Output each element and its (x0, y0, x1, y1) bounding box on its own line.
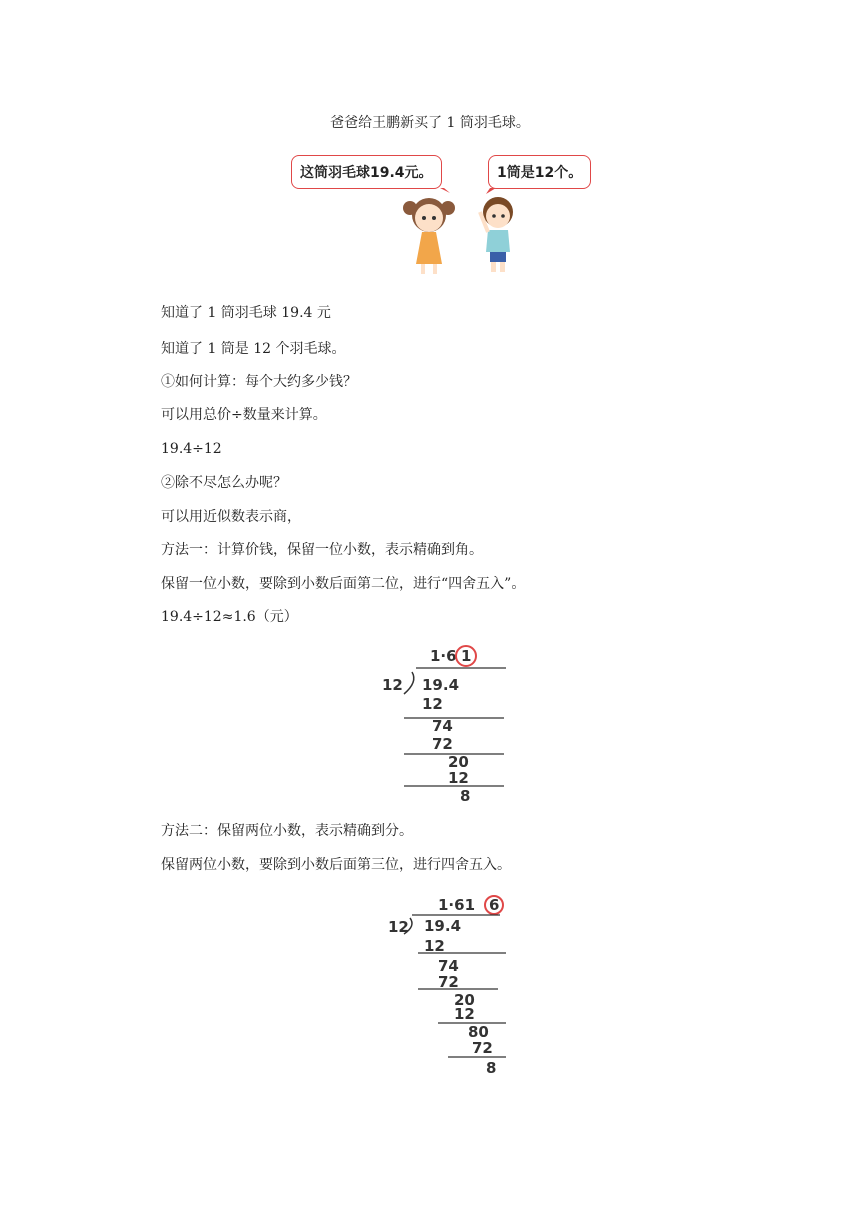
division1-step-4: 20 (448, 753, 469, 771)
division1-step-5: 12 (448, 769, 469, 787)
division1-quotient: 1·6 (430, 647, 457, 665)
text-line-4: 可以用总价÷数量来计算。 (161, 407, 327, 423)
girl-speech-text: 这筒羽毛球19.4元。 (300, 165, 433, 181)
children-illustration (390, 188, 540, 280)
text-line-9: 保留一位小数，要除到小数后面第二位，进行“四舍五入”。 (161, 576, 526, 592)
division2-step-2: 74 (438, 957, 459, 975)
boy-speech-bubble (488, 155, 591, 189)
division2-circled-digit: 6 (489, 896, 500, 914)
text-line-7: 可以用近似数表示商， (161, 509, 301, 525)
text-line-8: 方法一：计算价钱，保留一位小数，表示精确到角。 (161, 542, 483, 558)
text-line-3: ①如何计算：每个大约多少钱？ (161, 374, 357, 390)
division2-quotient: 1·61 (438, 896, 476, 914)
division1-step-2: 74 (432, 717, 453, 735)
boy-figure-icon (480, 197, 513, 272)
division2-step-6: 80 (468, 1023, 489, 1041)
long-division-1 (376, 642, 516, 807)
division2-divisor: 12 (388, 918, 409, 936)
text-line-1: 知道了 1 筒羽毛球 19.4 元 (161, 305, 331, 321)
division2-step-1: 12 (424, 937, 445, 955)
girl-figure-icon (403, 198, 455, 274)
text-line-6: ②除不尽怎么办呢？ (161, 475, 287, 491)
division1-step-1: 12 (422, 695, 443, 713)
division2-dividend: 19.4 (424, 917, 462, 935)
text-line-5: 19.4÷12 (161, 441, 222, 457)
division1-step-3: 72 (432, 735, 453, 753)
division1-divisor: 12 (382, 676, 403, 694)
method2-line-1: 方法二：保留两位小数，表示精确到分。 (161, 823, 413, 839)
text-line-10: 19.4÷12≈1.6（元） (161, 609, 298, 625)
division1-circled-digit: 1 (461, 647, 472, 665)
method2-line-2: 保留两位小数，要除到小数后面第三位，进行四舍五入。 (161, 857, 511, 873)
intro-text: 爸爸给王鹏新买了 1 筒羽毛球。 (330, 115, 530, 131)
long-division-2 (382, 890, 522, 1080)
division2-step-5: 12 (454, 1005, 475, 1023)
text-line-2: 知道了 1 筒是 12 个羽毛球。 (161, 341, 346, 357)
division2-step-8: 8 (486, 1059, 497, 1077)
boy-speech-text: 1筒是12个。 (497, 165, 583, 181)
girl-speech-bubble (291, 155, 442, 189)
division1-dividend: 19.4 (422, 676, 460, 694)
division1-step-6: 8 (460, 787, 471, 805)
division2-step-4: 20 (454, 991, 475, 1009)
division2-step-3: 72 (438, 973, 459, 991)
division2-step-7: 72 (472, 1039, 493, 1057)
